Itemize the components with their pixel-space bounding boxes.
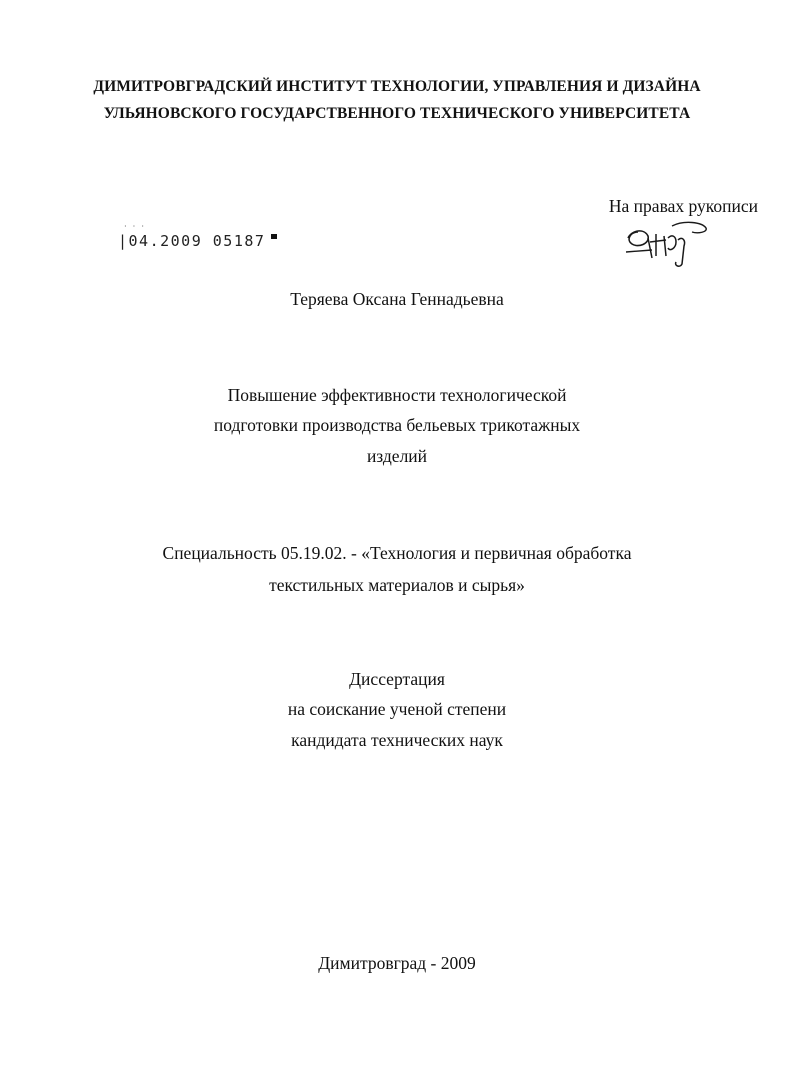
institution-line-2: УЛЬЯНОВСКОГО ГОСУДАРСТВЕННОГО ТЕХНИЧЕСКОГО УНИВЕРСИТЕТА xyxy=(103,105,691,122)
title-line-1: Повышение эффективности технологической xyxy=(227,385,567,405)
manuscript-note: На правах рукописи xyxy=(608,196,758,216)
institution-line-1: ДИМИТРОВГРАДСКИЙ ИНСТИТУТ ТЕХНОЛОГИИ, УПРАВЛЕНИЯ И ДИЗАЙНА xyxy=(93,78,701,95)
specialty-line-1: Специальность 05.19.02. - «Технология и первичная обработка xyxy=(162,543,632,563)
signature-icon xyxy=(622,218,710,268)
title-line-3: изделий xyxy=(366,446,428,466)
degree-line-2: на соискание ученой степени xyxy=(287,699,507,719)
registration-dots: · · · xyxy=(124,222,146,231)
specialty-line-2: текстильных материалов и сырья» xyxy=(269,575,525,595)
title-line-2: подготовки производства бельевых трикотажных xyxy=(213,415,581,435)
registration-number: |04.2009 05187 xyxy=(118,232,277,250)
city-year: Димитровград - 2009 xyxy=(318,953,476,973)
author-name: Теряева Оксана Геннадьевна xyxy=(290,289,504,309)
degree-line-3: кандидата технических наук xyxy=(291,730,503,750)
degree-line-1: Диссертация xyxy=(349,669,445,689)
